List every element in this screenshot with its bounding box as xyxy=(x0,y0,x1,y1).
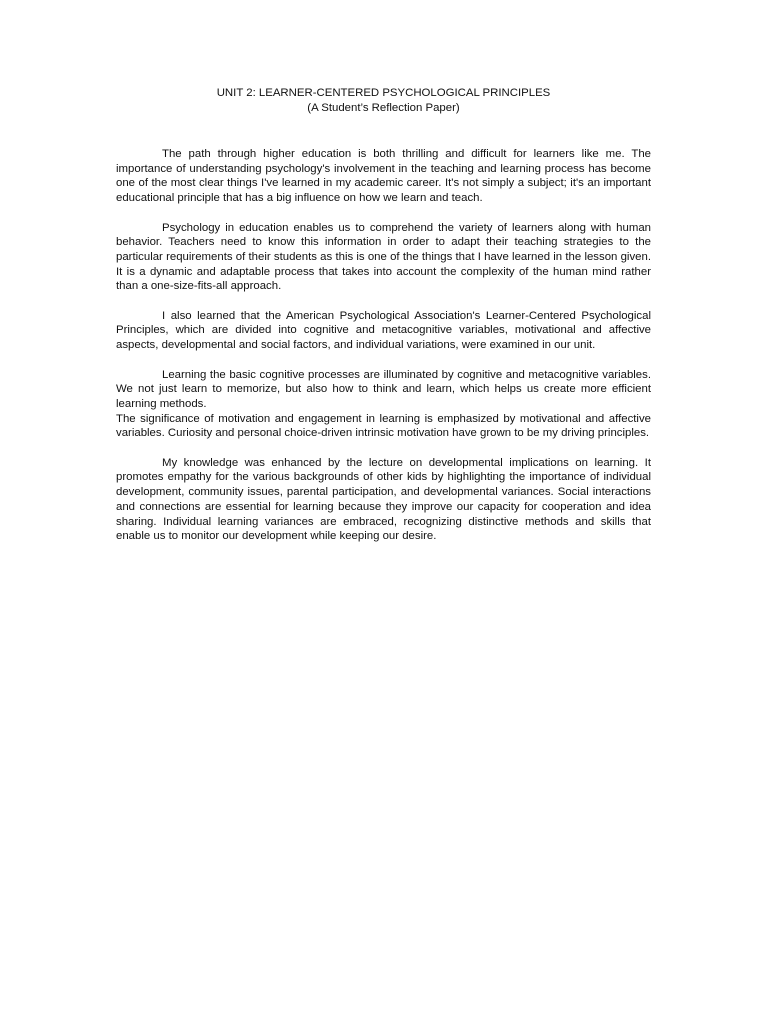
paragraph-5: The significance of motivation and engagement in learning is emphasized by motivational and affective variables. Curiosity and personal choice-driven intrinsic motivation have grown to be my driving principles. xyxy=(116,412,651,440)
paragraph-3: I also learned that the American Psychological Association's Learner-Centered Psychological Principles, which are divided into cognitive and metacognitive variables, motivational and affective aspects, developmental and social factors, and individual variations, were examined in our unit. xyxy=(116,309,651,352)
document-subtitle: (A Student’s Reflection Paper) xyxy=(307,102,460,114)
paragraph-2: Psychology in education enables us to comprehend the variety of learners along with human behavior. Teachers need to know this information in order to adapt their teaching strategies to the particular requirements of their students as this is one of the things that I have learned in the lesson given. It is a dynamic and adaptable process that takes into account the complexity of the human mind rather than a one-size-fits-all approach. xyxy=(116,221,651,293)
title-spacer xyxy=(116,116,651,147)
paragraph-1: The path through higher education is both thrilling and difficult for learners like me. The importance of understanding psychology's involvement in the teaching and learning process has become one of the most clear things I've learned in my academic career. It's not simply a subject; it's an important educational principle that has a big influence on how we learn and teach. xyxy=(116,148,651,205)
document-title: UNIT 2: LEARNER-CENTERED PSYCHOLOGICAL PRINCIPLES xyxy=(216,87,551,99)
paragraph-4: Learning the basic cognitive processes are illuminated by cognitive and metacognitive variables. We not just learn to memorize, but also how to think and learn, which helps us create more efficient learning methods. xyxy=(116,368,651,410)
document-page xyxy=(116,86,651,559)
paragraph-6: My knowledge was enhanced by the lecture on developmental implications on learning. It promotes empathy for the various backgrounds of other kids by highlighting the importance of individual development, community issues, parental participation, and developmental variances. Social interactions and connections are essential for learning because they improve our capacity for cooperation and idea sharing. Individual learning variances are embraced, recognizing distinctive methods and skills that enable us to monitor our development while keeping our desire. xyxy=(116,456,651,543)
